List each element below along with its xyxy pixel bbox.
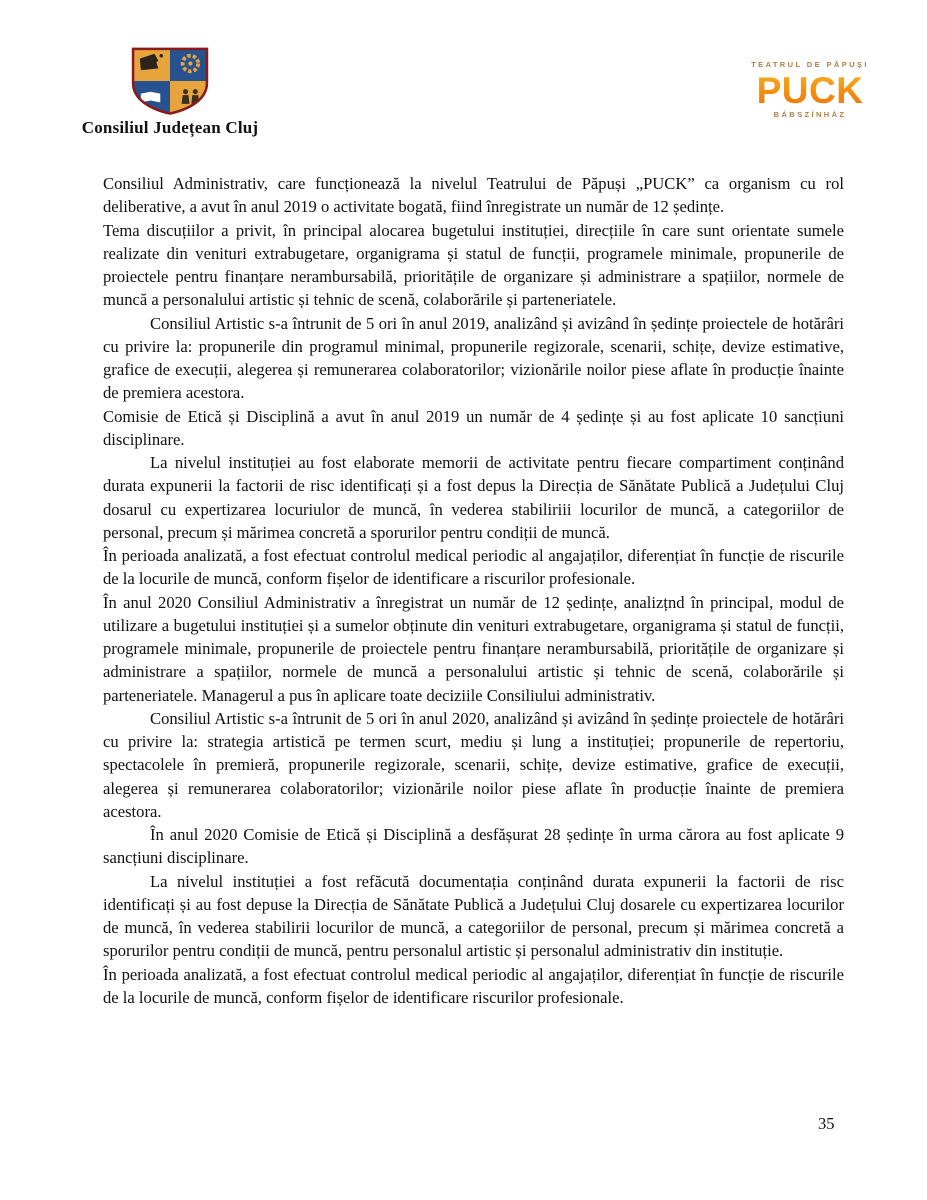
paragraph-documentatie-refacuta: La nivelul instituției a fost refăcută documentația conținând durata expunerii la factorii de risc identificați și au fost depuse la Direcția de Sănătate Publică a Județului Cluj dosarele cu expertizarea locurilor de muncă, în vederea stabilirii locurilor de muncă, a categoriilor de personal, precum și mărimea concretă a sporurilor pentru condiții de muncă, pentru personalul artistic și personalul administrativ din instituție. [103, 871, 844, 961]
figures-emblem [183, 89, 188, 94]
paragraph-control-medical-2020: În perioada analizată, a fost efectuat controlul medical periodic al angajaților, diferențiat în funcție de riscurile de la locurile de muncă, conform fișelor de identificare riscurilor profesionale. [103, 964, 844, 1007]
paragraph-consiliu-administrativ-2020: În anul 2020 Consiliul Administrativ a înregistrat un număr de 12 ședințe, analizțnd în principal, modul de utilizare a bugetului instituției și a sumelor obținute din venituri extrabugetare, organigrama și statul de funcții, programele minimale, propunerile de proiectele pentru finanțare nerambursabilă, prioritățile de organizare și administrare a spațiilor, normele de muncă a personalului artistic și tehnic de scenă, colaborările și parteneriatele. Managerul a pus în aplicare toate deciziile Consiliului administrativ. [103, 592, 844, 705]
paragraph-consiliu-artistic-2019: Consiliul Artistic s-a întrunit de 5 ori în anul 2019, analizând și avizând în ședințe proiectele de hotărâri cu privire la: propunerile din programul minimal, propunerile regizorale, scenarii, schițe, devize estimative, grafice de execuții, alegerea și remunerarea colaboratorilor; vizionările noilor piese aflate în producție înainte de premiera acestora. [103, 313, 844, 403]
paragraph-memorii-activitate: La nivelul instituției au fost elaborate memorii de activitate pentru fiecare compartiment conținând durata expunerii la factorii de risc identificați și a fost depus la Direcția de Sănătate Publică a Județului Cluj dosarul cu expertizarea locuriulor de muncă, în vederea stabiliriii locurilor de muncă, a categoriilor de personal, precum și mărimea concretă a sporurilor pentru condiții de muncă. [103, 453, 844, 542]
cluj-logo-caption: Consiliul Județean Cluj [81, 118, 259, 137]
puck-wordmark-icon [751, 72, 869, 108]
puck-logo-bottom-text: BÁBSZÍNHÁZ [773, 110, 847, 119]
document-body [103, 172, 844, 1009]
cluj-coat-of-arms-icon [128, 46, 212, 116]
paragraph-control-medical-2019: În perioada analizată, a fost efectuat controlul medical periodic al angajaților, diferențiat în funcție de riscurile de la locurile de muncă, conform fișelor de identificare a riscurilor profesionale. [103, 546, 844, 589]
puck-wordmark-text: PUCK [756, 72, 864, 108]
puck-theatre-logo [750, 60, 870, 119]
paragraph-comisie-etica-2019: Comisie de Etică și Disciplină a avut în anul 2019 un număr de 4 ședințe și au fost aplicate 10 sancțiuni disciplinare. [103, 406, 844, 449]
citadel-dot [160, 54, 164, 58]
paragraph-consiliu-artistic-2020: Consiliul Artistic s-a întrunit de 5 ori în anul 2020, analizând și avizând în ședințe proiectele de hotărâri cu privire la: strategia artistică pe termen scurt, mediu și lung a instituției; propunerile de repertoriu, spectacolele în premieră, propunerile regizorale, scenarii, schițe, devize estimative, grafice de execuții, alegerea și remunerarea colaboratorilor; vizionările noilor piese aflate în producție înainte de premiera acestora. [103, 708, 844, 821]
page-number: 35 [818, 1114, 835, 1133]
paragraph-comisie-etica-2020: În anul 2020 Comisie de Etică și Disciplină a desfășurat 28 ședințe în urma cărora au fost aplicate 9 sancțiuni disciplinare. [103, 825, 844, 868]
puck-logo-top-text: TEATRUL DE PĂPUȘI [751, 60, 869, 69]
paragraph-consiliu-administrativ-2019: Consiliul Administrativ, care funcționează la nivelul Teatrului de Păpuși „PUCK” ca organism cu rol deliberative, a avut în anul 2019 o activitate bogată, fiind înregistrate un număr de 12 ședințe. [103, 174, 844, 217]
paragraph-tema-discutiilor: Tema discuțiilor a privit, în principal alocarea bugetului instituției, direcțiile în care sunt orientate sumele realizate din venituri extrabugetare, organigrama și statul de funcții, programele minimale, propunerile de proiectele pentru finanțare nerambursabilă, prioritățile de organizare și administrare a spațiilor, normele de muncă a personalului artistic și tehnic de scenă, colaborările și parteneriatele. [103, 220, 844, 310]
cluj-county-council-logo [80, 46, 260, 138]
